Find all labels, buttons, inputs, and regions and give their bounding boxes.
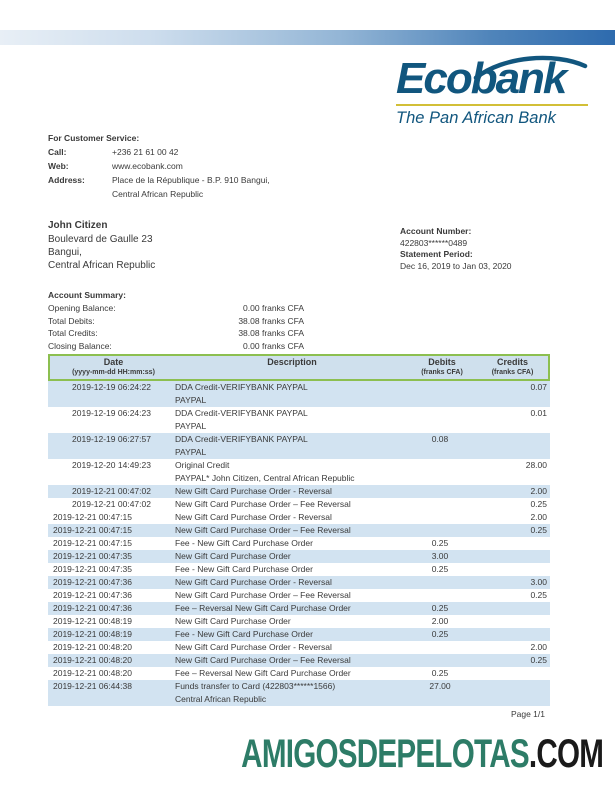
transaction-debit: 0.25 [431,629,449,639]
transaction-description-line: PAYPAL* John Citizen, Central African Republic [175,473,355,483]
customer-service-row [48,145,368,159]
account-summary-label: Opening Balance: [48,302,116,313]
account-holder-address-line: Boulevard de Gaulle 23 [48,234,153,245]
account-holder-name: John Citizen [48,220,108,231]
header-debits-label: Debits [428,357,456,367]
transaction-date: 2019-12-21 00:47:15 [53,538,132,548]
transaction-row [48,563,550,576]
transaction-description [175,381,405,407]
transaction-date: 2019-12-19 06:24:23 [72,408,151,418]
transaction-credit: 0.01 [530,408,547,418]
transaction-description [175,602,405,615]
transaction-debit [405,485,475,498]
statement-period-value: Dec 16, 2019 to Jan 03, 2020 [400,260,512,271]
transaction-description-line: Central African Republic [175,694,267,704]
transaction-description [175,667,405,680]
header-date-format: (yyyy-mm-dd HH:mm:ss) [72,369,155,376]
transaction-debit [405,524,475,537]
transaction-description-line: DDA Credit-VERIFYBANK PAYPAL [175,408,308,418]
transaction-credit: 0.25 [530,590,547,600]
customer-service-block [48,131,368,201]
transaction-description-line: DDA Credit-VERIFYBANK PAYPAL [175,434,308,444]
transaction-row [48,381,550,407]
transaction-row [48,628,550,641]
transaction-row [48,602,550,615]
transaction-description [175,407,405,433]
transaction-date: 2019-12-21 00:47:36 [53,603,132,613]
customer-service-label: Web: [48,161,69,171]
transaction-description [175,589,405,602]
transaction-credit: 0.25 [530,655,547,665]
transaction-credit [475,628,550,641]
transaction-description-line: Fee – Reversal New Gift Card Purchase Order [175,603,351,613]
transaction-debit [405,407,475,433]
transaction-description [175,615,405,628]
transaction-description-line: Funds transfer to Card (422803******1566) [175,681,336,691]
account-summary-value: 0.00 franks CFA [243,302,304,313]
watermark-text: AMIGOSDEPELOTAS [241,732,529,776]
transaction-description [175,576,405,589]
transaction-credit: 2.00 [530,642,547,652]
transaction-debit: 0.25 [431,668,449,678]
transaction-description [175,524,405,537]
transaction-row [48,433,550,459]
transaction-description [175,511,405,524]
account-summary-label: Total Credits: [48,328,98,339]
transaction-date: 2019-12-21 00:48:20 [53,642,132,652]
logo-underline [396,104,588,106]
transaction-description [175,654,405,667]
transaction-row [48,576,550,589]
transaction-description [175,498,405,511]
transaction-debit [405,511,475,524]
header-gradient-bar [0,30,615,45]
logo-swoosh-icon [472,51,590,81]
transaction-description [175,641,405,654]
transaction-debit: 2.00 [431,616,449,626]
transaction-row [48,654,550,667]
transaction-date: 2019-12-20 14:49:23 [72,460,151,470]
header-credits-label: Credits [496,357,528,367]
transaction-description [175,537,405,550]
transactions-table-body [48,381,550,706]
transaction-date: 2019-12-21 00:47:35 [53,564,132,574]
transaction-description [175,628,405,641]
transaction-date: 2019-12-21 00:47:15 [53,512,132,522]
transaction-row [48,680,550,706]
account-holder-address-line: Bangui, [48,247,82,258]
transactions-table-header [48,354,550,381]
transaction-credit: 2.00 [530,512,547,522]
transaction-description-line: New Gift Card Purchase Order - Reversal [175,642,332,652]
logo-wordmark: Ecobank [396,54,566,103]
transaction-description-line: New Gift Card Purchase Order - Reversal [175,577,332,587]
account-summary-row [48,340,304,353]
transaction-row [48,524,550,537]
transaction-date: 2019-12-21 00:48:19 [53,629,132,639]
transaction-row [48,511,550,524]
transaction-description [175,680,405,706]
transaction-row [48,407,550,433]
transaction-description-line: Fee - New Gift Card Purchase Order [175,538,313,548]
account-holder-address [48,233,155,272]
transaction-description-line: New Gift Card Purchase Order - Reversal [175,512,332,522]
transaction-debit: 0.25 [431,538,449,548]
header-debits-unit: (franks CFA) [421,369,463,376]
header-date-column [50,357,177,377]
account-summary-value: 0.00 franks CFA [243,341,304,352]
transaction-description-line: PAYPAL [175,395,207,405]
transaction-date: 2019-12-19 06:27:57 [72,434,151,444]
transaction-row [48,537,550,550]
account-summary-rows [48,302,304,353]
transaction-row [48,589,550,602]
logo-tagline: The Pan African Bank [396,109,556,127]
transaction-debit: 3.00 [431,551,449,561]
transaction-row [48,615,550,628]
transaction-credit [475,433,550,459]
transaction-description [175,459,405,485]
transaction-row [48,550,550,563]
account-number-value: 422803******0489 [400,237,468,248]
transaction-description-line: New Gift Card Purchase Order – Fee Reversal [175,525,351,535]
header-credits-column [477,357,548,377]
transaction-date: 2019-12-19 06:24:22 [72,382,151,392]
customer-service-label: Address: [48,175,85,185]
transaction-credit [475,667,550,680]
account-summary-label: Closing Balance: [48,341,112,352]
transaction-description-line: New Gift Card Purchase Order [175,616,291,626]
transaction-date: 2019-12-21 00:47:35 [53,551,132,561]
header-credits-unit: (franks CFA) [491,369,534,376]
transaction-credit: 28.00 [525,460,547,470]
account-number-label: Account Number: [400,226,472,236]
transaction-row [48,498,550,511]
account-summary-row [48,302,304,315]
transaction-credit [475,537,550,550]
transaction-date: 2019-12-21 00:48:19 [53,616,132,626]
customer-service-heading: For Customer Service: [48,133,140,143]
transaction-date: 2019-12-21 00:47:02 [72,486,151,496]
transaction-credit [475,615,550,628]
account-summary-value: 38.08 franks CFA [238,315,304,326]
customer-service-value [112,173,368,201]
header-debits-column [407,357,477,377]
transaction-description-line: Fee - New Gift Card Purchase Order [175,629,313,639]
transaction-date: 2019-12-21 00:47:02 [72,499,151,509]
transaction-credit [475,680,550,706]
customer-service-value [112,145,368,159]
account-summary-row [48,327,304,340]
transaction-row [48,485,550,498]
transaction-debit [405,576,475,589]
transaction-credit [475,563,550,576]
customer-service-rows [48,145,368,201]
transactions-table [48,354,550,706]
transaction-description [175,433,405,459]
account-info-block [400,226,512,272]
customer-service-value-line: Place de la République - B.P. 910 Bangui, [112,175,270,185]
watermark-suffix: .COM [528,732,603,776]
transaction-debit [405,498,475,511]
customer-service-value-line: +236 21 61 00 42 [112,147,179,157]
transaction-debit [405,381,475,407]
transaction-description-line: PAYPAL [175,421,207,431]
transaction-date: 2019-12-21 00:48:20 [53,655,132,665]
account-summary-value: 38.08 franks CFA [238,328,304,339]
watermark [241,733,603,775]
transaction-description [175,563,405,576]
transaction-credit [475,550,550,563]
customer-service-row [48,159,368,173]
ecobank-logo [396,56,592,128]
transaction-description-line: DDA Credit-VERIFYBANK PAYPAL [175,382,308,392]
transaction-debit [405,641,475,654]
transaction-debit: 0.25 [431,564,449,574]
transaction-debit: 0.25 [431,603,449,613]
statement-period-label: Statement Period: [400,249,473,259]
transaction-credit: 2.00 [530,486,547,496]
account-holder-block [48,219,155,272]
transaction-description-line: New Gift Card Purchase Order – Fee Reversal [175,499,351,509]
account-summary-heading: Account Summary: [48,290,126,300]
customer-service-value [112,159,368,173]
transaction-description-line: Fee – Reversal New Gift Card Purchase Order [175,668,351,678]
transaction-debit [405,589,475,602]
header-date-label: Date [103,357,124,367]
transaction-description-line: Original Credit [175,460,230,470]
transaction-description-line: PAYPAL [175,447,207,457]
transaction-row [48,641,550,654]
transaction-row [48,667,550,680]
account-summary-row [48,315,304,328]
transaction-date: 2019-12-21 00:48:20 [53,668,132,678]
account-holder-address-line: Central African Republic [48,260,156,271]
transaction-debit [405,459,475,485]
customer-service-row [48,173,368,201]
transaction-credit [475,602,550,615]
page-number: Page 1/1 [510,709,545,719]
transaction-description-line: New Gift Card Purchase Order [175,551,291,561]
customer-service-value-line: Central African Republic [112,189,204,199]
account-summary-label: Total Debits: [48,315,95,326]
transaction-credit: 0.25 [530,499,547,509]
transaction-date: 2019-12-21 00:47:15 [53,525,132,535]
transaction-date: 2019-12-21 06:44:38 [53,681,132,691]
transaction-date: 2019-12-21 00:47:36 [53,577,132,587]
transaction-debit: 27.00 [429,681,451,691]
transaction-debit: 0.08 [431,434,449,444]
header-description-column [177,357,407,377]
transaction-credit: 0.07 [530,382,547,392]
transaction-date: 2019-12-21 00:47:36 [53,590,132,600]
transaction-row [48,459,550,485]
account-summary-block [48,289,304,353]
header-description-label: Description [267,357,317,367]
transaction-description-line: Fee - New Gift Card Purchase Order [175,564,313,574]
customer-service-value-line: www.ecobank.com [112,161,183,171]
customer-service-label: Call: [48,147,67,157]
transaction-description-line: New Gift Card Purchase Order – Fee Reversal [175,590,351,600]
transaction-credit: 0.25 [530,525,547,535]
transaction-description [175,550,405,563]
transaction-description-line: New Gift Card Purchase Order – Fee Reversal [175,655,351,665]
transaction-debit [405,654,475,667]
transaction-credit: 3.00 [530,577,547,587]
transaction-description-line: New Gift Card Purchase Order - Reversal [175,486,332,496]
transaction-description [175,485,405,498]
